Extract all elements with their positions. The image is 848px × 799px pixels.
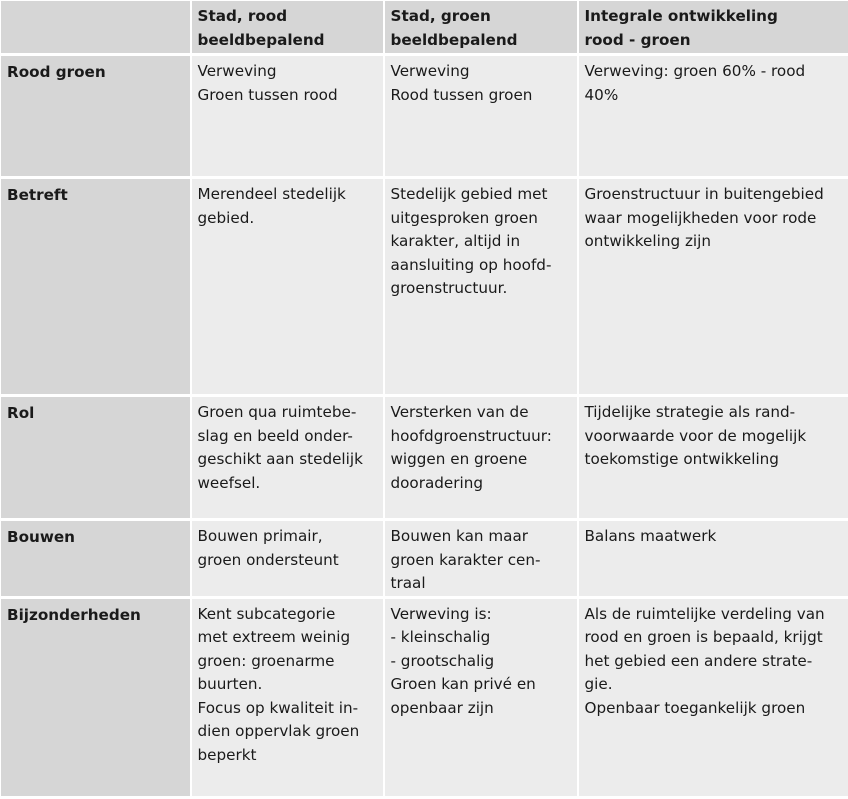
table-cell: Groen qua ruimtebe- slag en beeld onder- geschikt aan stedelijk weefsel. (191, 396, 384, 520)
table-row (1, 55, 848, 178)
table-cell: Groenstructuur in buitengebied waar mogelijkheden voor rode ontwikkeling zijn (578, 178, 848, 396)
table-cell: Bouwen primair, groen ondersteunt (191, 520, 384, 598)
column-header-stad-groen: Stad, groen beeldbepalend (384, 1, 578, 55)
table-cell: Stedelijk gebied met uitgesproken groen karakter, altijd in aansluiting op hoofd- groenstructuur. (384, 178, 578, 396)
table-row (1, 396, 848, 520)
table-cell: Tijdelijke strategie als rand- voorwaarde voor de mogelijk toekomstige ontwikkeling (578, 396, 848, 520)
table-cell: Balans maatwerk (578, 520, 848, 598)
column-header-integrale-ontwikkeling: Integrale ontwikkeling rood - groen (578, 1, 848, 55)
table-cell: Versterken van de hoofdgroenstructuur: wiggen en groene dooradering (384, 396, 578, 520)
table-cell: Verweving is: - kleinschalig - grootschalig Groen kan privé en openbaar zijn (384, 597, 578, 797)
table-row (1, 520, 848, 598)
row-label-betreft: Betreft (1, 178, 191, 396)
header-row (1, 1, 848, 55)
table-cell: Als de ruimtelijke verdeling van rood en groen is bepaald, krijgt het gebied een andere strate- gie. Openbaar toegankelijk groen (578, 597, 848, 797)
row-label-rood-groen: Rood groen (1, 55, 191, 178)
table-cell: Verweving Rood tussen groen (384, 55, 578, 178)
table-cell: Kent subcategorie met extreem weinig groen: groenarme buurten. Focus op kwaliteit in- dien oppervlak groen beperkt (191, 597, 384, 797)
row-label-bijzonderheden: Bijzonderheden (1, 597, 191, 797)
header-corner-cell (1, 1, 191, 55)
row-label-rol: Rol (1, 396, 191, 520)
table-cell: Bouwen kan maar groen karakter cen- traal (384, 520, 578, 598)
table-cell: Merendeel stedelijk gebied. (191, 178, 384, 396)
table-row (1, 178, 848, 396)
table-cell: Verweving Groen tussen rood (191, 55, 384, 178)
row-label-bouwen: Bouwen (1, 520, 191, 598)
table-cell: Verweving: groen 60% - rood 40% (578, 55, 848, 178)
table-row (1, 597, 848, 797)
column-header-stad-rood: Stad, rood beeldbepalend (191, 1, 384, 55)
